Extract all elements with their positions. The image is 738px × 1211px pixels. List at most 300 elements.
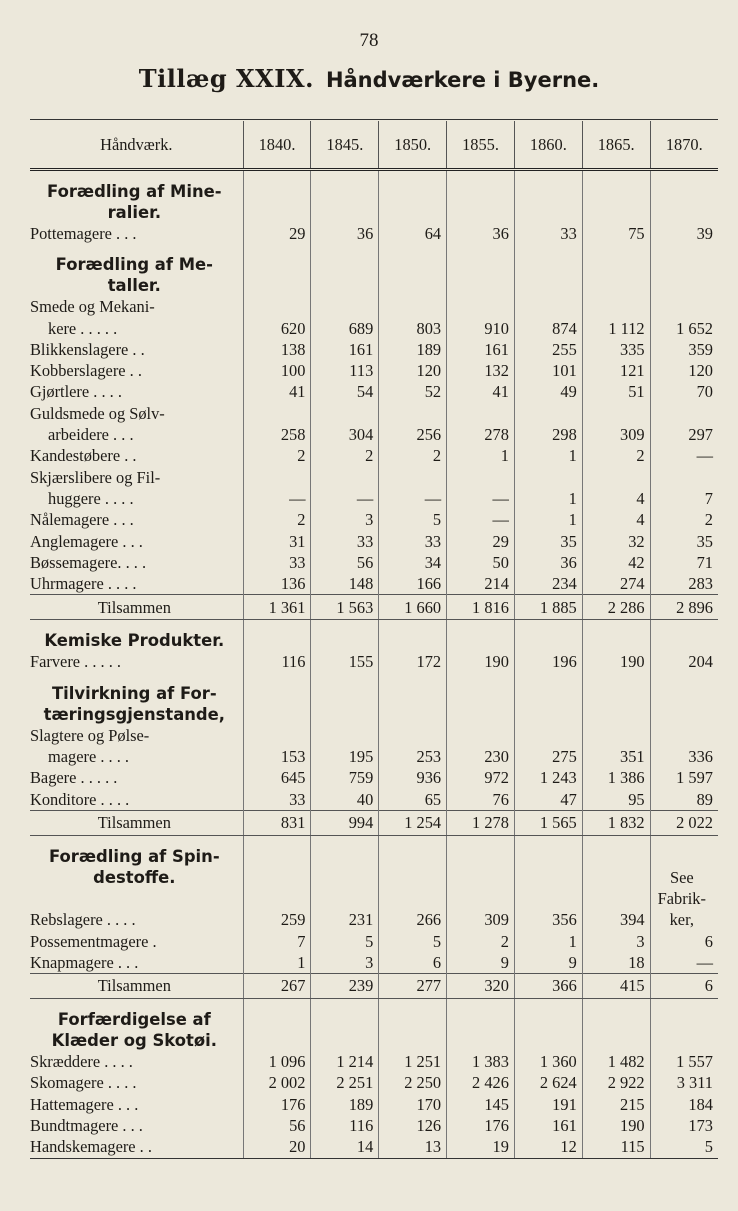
value-cell: 3 xyxy=(311,509,379,530)
value-cell xyxy=(243,725,311,746)
value-cell xyxy=(447,170,515,224)
value-cell: 803 xyxy=(379,318,447,339)
value-cell: 1 660 xyxy=(379,595,447,620)
value-cell xyxy=(514,296,582,317)
value-cell: 297 xyxy=(650,424,718,445)
table-row xyxy=(30,552,718,573)
value-cell: 320 xyxy=(447,974,515,999)
value-cell: 189 xyxy=(379,339,447,360)
value-cell: 166 xyxy=(379,573,447,595)
value-cell: 52 xyxy=(379,381,447,402)
value-cell xyxy=(243,244,311,296)
value-cell: 100 xyxy=(243,360,311,381)
value-cell: 278 xyxy=(447,424,515,445)
value-cell: 2 624 xyxy=(514,1072,582,1093)
value-cell: 2 xyxy=(379,445,447,466)
craft-name: Smede og Mekani- xyxy=(30,297,155,317)
value-cell xyxy=(447,620,515,652)
value-cell xyxy=(311,999,379,1052)
value-cell: — xyxy=(311,488,379,509)
value-cell: 116 xyxy=(243,651,311,672)
value-cell: 116 xyxy=(311,1115,379,1136)
total-row xyxy=(30,810,718,835)
value-cell: 2 xyxy=(582,445,650,466)
value-cell: 994 xyxy=(311,810,379,835)
value-cell: 2 xyxy=(447,931,515,952)
value-cell: 65 xyxy=(379,789,447,811)
page-title xyxy=(0,64,738,94)
value-cell: 155 xyxy=(311,651,379,672)
section-heading: Forfærdigelse af Klæder og Skotøi. xyxy=(51,1010,217,1051)
value-cell xyxy=(243,835,311,888)
value-cell: — xyxy=(379,488,447,509)
value-cell: 18 xyxy=(582,952,650,974)
value-cell: 1 386 xyxy=(582,767,650,788)
header-craft: Håndværk. xyxy=(30,121,243,170)
section-heading: Forædling af Me- taller. xyxy=(55,255,213,296)
value-cell: 190 xyxy=(582,651,650,672)
value-cell xyxy=(243,467,311,488)
craft-name: Tilsammen xyxy=(30,974,243,999)
value-cell: 356 xyxy=(514,888,582,931)
value-cell: 759 xyxy=(311,767,379,788)
value-cell: 51 xyxy=(582,381,650,402)
value-cell: 89 xyxy=(650,789,718,811)
value-cell: 145 xyxy=(447,1094,515,1115)
value-cell: 1 096 xyxy=(243,1051,311,1072)
value-cell: 70 xyxy=(650,381,718,402)
value-cell: 173 xyxy=(650,1115,718,1136)
value-cell: 9 xyxy=(514,952,582,974)
value-cell: 274 xyxy=(582,573,650,595)
section-heading-row xyxy=(30,673,718,725)
value-cell: 136 xyxy=(243,573,311,595)
value-cell: 120 xyxy=(650,360,718,381)
value-cell: 255 xyxy=(514,339,582,360)
craft-name: kere . . . . . xyxy=(48,318,118,338)
value-cell: 415 xyxy=(582,974,650,999)
table-row xyxy=(30,573,718,595)
header-1865: 1865. xyxy=(582,121,650,170)
value-cell: 1 482 xyxy=(582,1051,650,1072)
craft-name: Rebslagere . . . . xyxy=(30,910,136,930)
value-cell: 101 xyxy=(514,360,582,381)
value-cell xyxy=(379,725,447,746)
section-heading: Forædling af Mine- ralier. xyxy=(47,182,222,222)
section-heading: Tilvirkning af For- tæringsgjenstande, xyxy=(43,683,226,724)
value-cell: 234 xyxy=(514,573,582,595)
value-cell: 42 xyxy=(582,552,650,573)
table-row xyxy=(30,767,718,788)
value-cell: 71 xyxy=(650,552,718,573)
value-cell: 41 xyxy=(243,381,311,402)
header-1870: 1870. xyxy=(650,121,718,170)
value-cell: 1 563 xyxy=(311,595,379,620)
value-cell: 153 xyxy=(243,746,311,767)
value-cell: See xyxy=(650,835,718,888)
value-cell: 50 xyxy=(447,552,515,573)
table-row xyxy=(30,725,718,746)
section-heading-row xyxy=(30,999,718,1052)
value-cell xyxy=(447,725,515,746)
value-cell: 161 xyxy=(514,1115,582,1136)
value-cell: 95 xyxy=(582,789,650,811)
craft-name: Farvere . . . . . xyxy=(30,652,122,672)
value-cell: 176 xyxy=(243,1094,311,1115)
value-cell xyxy=(447,835,515,888)
value-cell: 1 214 xyxy=(311,1051,379,1072)
value-cell: 283 xyxy=(650,573,718,595)
value-cell xyxy=(650,999,718,1052)
value-cell: 20 xyxy=(243,1136,311,1158)
value-cell: 54 xyxy=(311,381,379,402)
value-cell xyxy=(447,244,515,296)
value-cell: 34 xyxy=(379,552,447,573)
value-cell xyxy=(311,620,379,652)
value-cell: 831 xyxy=(243,810,311,835)
table-row xyxy=(30,952,718,974)
value-cell: 972 xyxy=(447,767,515,788)
value-cell: 6 xyxy=(379,952,447,974)
value-cell: 1 361 xyxy=(243,595,311,620)
value-cell: 5 xyxy=(311,931,379,952)
craft-name: Konditore . . . . xyxy=(30,789,130,809)
section-heading: Kemiske Produkter. xyxy=(44,631,225,651)
value-cell: 5 xyxy=(379,509,447,530)
value-cell: 1 557 xyxy=(650,1051,718,1072)
value-cell: 5 xyxy=(379,931,447,952)
value-cell: 1 832 xyxy=(582,810,650,835)
craft-name: Pottemagere . . . xyxy=(30,224,137,243)
table-row xyxy=(30,318,718,339)
value-cell: 1 xyxy=(514,931,582,952)
table-row xyxy=(30,360,718,381)
value-cell: 259 xyxy=(243,888,311,931)
value-cell: 2 xyxy=(311,445,379,466)
value-cell: 64 xyxy=(379,223,447,244)
value-cell: 132 xyxy=(447,360,515,381)
table-row xyxy=(30,339,718,360)
value-cell: 359 xyxy=(650,339,718,360)
value-cell xyxy=(447,467,515,488)
craft-name: Tilsammen xyxy=(30,810,243,835)
craft-name: Gjørtlere . . . . xyxy=(30,382,122,402)
total-row xyxy=(30,595,718,620)
section-heading-row xyxy=(30,835,718,888)
craft-name: Bøssemagere. . . . xyxy=(30,552,147,572)
value-cell: 267 xyxy=(243,974,311,999)
value-cell: 196 xyxy=(514,651,582,672)
value-cell: 115 xyxy=(582,1136,650,1158)
title-appendix: Tillæg XXIX. xyxy=(138,64,314,93)
value-cell: 1 243 xyxy=(514,767,582,788)
value-cell: 113 xyxy=(311,360,379,381)
total-row xyxy=(30,974,718,999)
value-cell: 277 xyxy=(379,974,447,999)
value-cell: 256 xyxy=(379,424,447,445)
table-row xyxy=(30,381,718,402)
value-cell: 2 250 xyxy=(379,1072,447,1093)
value-cell: 56 xyxy=(311,552,379,573)
value-cell xyxy=(311,467,379,488)
craft-name: Hattemagere . . . xyxy=(30,1094,139,1114)
value-cell xyxy=(311,170,379,224)
value-cell: 258 xyxy=(243,424,311,445)
value-cell: 2 002 xyxy=(243,1072,311,1093)
value-cell: 19 xyxy=(447,1136,515,1158)
table-row xyxy=(30,1115,718,1136)
value-cell: 7 xyxy=(243,931,311,952)
value-cell: 1 xyxy=(447,445,515,466)
value-cell: 75 xyxy=(582,223,650,244)
value-cell xyxy=(514,725,582,746)
value-cell xyxy=(650,467,718,488)
value-cell xyxy=(379,170,447,224)
value-cell xyxy=(243,296,311,317)
header-1840: 1840. xyxy=(243,121,311,170)
value-cell: 1 xyxy=(514,509,582,530)
value-cell: 36 xyxy=(447,223,515,244)
value-cell: 190 xyxy=(582,1115,650,1136)
value-cell: 56 xyxy=(243,1115,311,1136)
value-cell xyxy=(582,244,650,296)
value-cell: 191 xyxy=(514,1094,582,1115)
table-row xyxy=(30,746,718,767)
value-cell: 231 xyxy=(311,888,379,931)
value-cell xyxy=(379,835,447,888)
value-cell xyxy=(447,999,515,1052)
value-cell xyxy=(379,999,447,1052)
value-cell: 936 xyxy=(379,767,447,788)
value-cell: 1 xyxy=(243,952,311,974)
value-cell: 2 xyxy=(243,509,311,530)
value-cell: 1 565 xyxy=(514,810,582,835)
section-heading-row xyxy=(30,620,718,652)
table-row xyxy=(30,424,718,445)
value-cell xyxy=(311,673,379,725)
value-cell: 2 286 xyxy=(582,595,650,620)
value-cell: — xyxy=(650,445,718,466)
value-cell: 120 xyxy=(379,360,447,381)
value-cell xyxy=(243,999,311,1052)
value-cell: 298 xyxy=(514,424,582,445)
craft-name: Bundtmagere . . . xyxy=(30,1116,143,1136)
value-cell: 138 xyxy=(243,339,311,360)
section-heading-row xyxy=(30,170,718,224)
value-cell: 39 xyxy=(650,223,718,244)
craft-name: Slagtere og Pølse- xyxy=(30,725,150,745)
value-cell: 47 xyxy=(514,789,582,811)
value-cell: 195 xyxy=(311,746,379,767)
table-row xyxy=(30,1094,718,1115)
value-cell: 689 xyxy=(311,318,379,339)
value-cell: 874 xyxy=(514,318,582,339)
value-cell: 7 xyxy=(650,488,718,509)
table-row xyxy=(30,789,718,811)
value-cell xyxy=(582,170,650,224)
value-cell: 31 xyxy=(243,531,311,552)
value-cell: 1 xyxy=(514,445,582,466)
value-cell: 2 251 xyxy=(311,1072,379,1093)
value-cell: — xyxy=(243,488,311,509)
table-row xyxy=(30,1072,718,1093)
value-cell xyxy=(514,170,582,224)
value-cell xyxy=(243,673,311,725)
value-cell: 309 xyxy=(447,888,515,931)
value-cell xyxy=(514,835,582,888)
table-row xyxy=(30,1051,718,1072)
value-cell: — xyxy=(447,488,515,509)
value-cell xyxy=(311,403,379,424)
value-cell: 29 xyxy=(447,531,515,552)
value-cell: 6 xyxy=(650,974,718,999)
table-row xyxy=(30,888,718,931)
craft-name: magere . . . . xyxy=(48,747,130,767)
value-cell xyxy=(582,620,650,652)
value-cell xyxy=(650,620,718,652)
value-cell xyxy=(650,244,718,296)
value-cell xyxy=(311,725,379,746)
craft-name: arbeidere . . . xyxy=(48,425,134,445)
value-cell: 33 xyxy=(514,223,582,244)
value-cell xyxy=(379,403,447,424)
value-cell: 239 xyxy=(311,974,379,999)
craft-name: Handskemagere . . xyxy=(30,1136,243,1158)
value-cell: 49 xyxy=(514,381,582,402)
value-cell: 335 xyxy=(582,339,650,360)
title-subject: Håndværkere i Byerne. xyxy=(325,68,600,92)
value-cell xyxy=(650,403,718,424)
value-cell: 2 xyxy=(243,445,311,466)
value-cell: 121 xyxy=(582,360,650,381)
value-cell: 190 xyxy=(447,651,515,672)
table-row xyxy=(30,403,718,424)
value-cell: 1 278 xyxy=(447,810,515,835)
value-cell: 4 xyxy=(582,488,650,509)
craft-name: Tilsammen xyxy=(30,595,243,620)
value-cell: 1 xyxy=(514,488,582,509)
table-row xyxy=(30,531,718,552)
craft-name: Skræddere . . . . xyxy=(30,1052,133,1072)
value-cell: 184 xyxy=(650,1094,718,1115)
value-cell xyxy=(379,467,447,488)
value-cell: 14 xyxy=(311,1136,379,1158)
section-heading: Forædling af Spin- destoffe. xyxy=(48,846,220,887)
value-cell: 230 xyxy=(447,746,515,767)
value-cell xyxy=(650,296,718,317)
value-cell xyxy=(243,620,311,652)
header-1845: 1845. xyxy=(311,121,379,170)
table-row xyxy=(30,488,718,509)
value-cell: 620 xyxy=(243,318,311,339)
value-cell xyxy=(582,403,650,424)
value-cell: 32 xyxy=(582,531,650,552)
value-cell: 1 816 xyxy=(447,595,515,620)
value-cell xyxy=(582,296,650,317)
value-cell xyxy=(379,244,447,296)
page-number: 78 xyxy=(359,30,379,51)
value-cell: 176 xyxy=(447,1115,515,1136)
value-cell: 35 xyxy=(514,531,582,552)
value-cell: 12 xyxy=(514,1136,582,1158)
value-cell: 2 426 xyxy=(447,1072,515,1093)
value-cell: 1 112 xyxy=(582,318,650,339)
value-cell: 41 xyxy=(447,381,515,402)
value-cell: 126 xyxy=(379,1115,447,1136)
value-cell: 351 xyxy=(582,746,650,767)
value-cell: 304 xyxy=(311,424,379,445)
value-cell: 2 xyxy=(650,509,718,530)
value-cell: 266 xyxy=(379,888,447,931)
value-cell: 9 xyxy=(447,952,515,974)
value-cell: 36 xyxy=(514,552,582,573)
value-cell: 33 xyxy=(243,552,311,573)
value-cell: 13 xyxy=(379,1136,447,1158)
value-cell: 366 xyxy=(514,974,582,999)
value-cell xyxy=(582,467,650,488)
top-rule xyxy=(30,119,718,120)
value-cell: 4 xyxy=(582,509,650,530)
crafts-table xyxy=(30,121,718,1159)
value-cell: 309 xyxy=(582,424,650,445)
value-cell: 33 xyxy=(311,531,379,552)
value-cell: 3 xyxy=(311,952,379,974)
value-cell: 253 xyxy=(379,746,447,767)
craft-name: Guldsmede og Sølv- xyxy=(30,403,165,423)
craft-name: Nålemagere . . . xyxy=(30,510,134,530)
value-cell xyxy=(243,170,311,224)
value-cell xyxy=(311,296,379,317)
value-cell: 1 360 xyxy=(514,1051,582,1072)
section-heading-row xyxy=(30,244,718,296)
craft-name: Anglemagere . . . xyxy=(30,531,143,551)
value-cell xyxy=(311,835,379,888)
header-1860: 1860. xyxy=(514,121,582,170)
value-cell xyxy=(243,403,311,424)
table-row xyxy=(30,651,718,672)
craft-name: Kobberslagere . . xyxy=(30,361,142,381)
table-row xyxy=(30,509,718,530)
value-cell: 215 xyxy=(582,1094,650,1115)
craft-name: Blikkenslagere . . xyxy=(30,339,145,359)
table-row xyxy=(30,467,718,488)
table-row xyxy=(30,1136,718,1158)
value-cell: 645 xyxy=(243,767,311,788)
value-cell: 29 xyxy=(243,223,311,244)
value-cell: 40 xyxy=(311,789,379,811)
value-cell: 161 xyxy=(311,339,379,360)
value-cell xyxy=(582,999,650,1052)
value-cell xyxy=(379,673,447,725)
value-cell: 172 xyxy=(379,651,447,672)
value-cell xyxy=(514,999,582,1052)
table-row xyxy=(30,931,718,952)
value-cell: 33 xyxy=(243,789,311,811)
value-cell xyxy=(514,673,582,725)
value-cell: 148 xyxy=(311,573,379,595)
value-cell: 204 xyxy=(650,651,718,672)
value-cell: 189 xyxy=(311,1094,379,1115)
value-cell: 910 xyxy=(447,318,515,339)
craft-name: Knapmagere . . . xyxy=(30,952,139,972)
value-cell xyxy=(514,403,582,424)
value-cell: 3 311 xyxy=(650,1072,718,1093)
table-row xyxy=(30,445,718,466)
value-cell xyxy=(582,725,650,746)
value-cell xyxy=(650,170,718,224)
value-cell: 6 xyxy=(650,931,718,952)
value-cell: 1 254 xyxy=(379,810,447,835)
